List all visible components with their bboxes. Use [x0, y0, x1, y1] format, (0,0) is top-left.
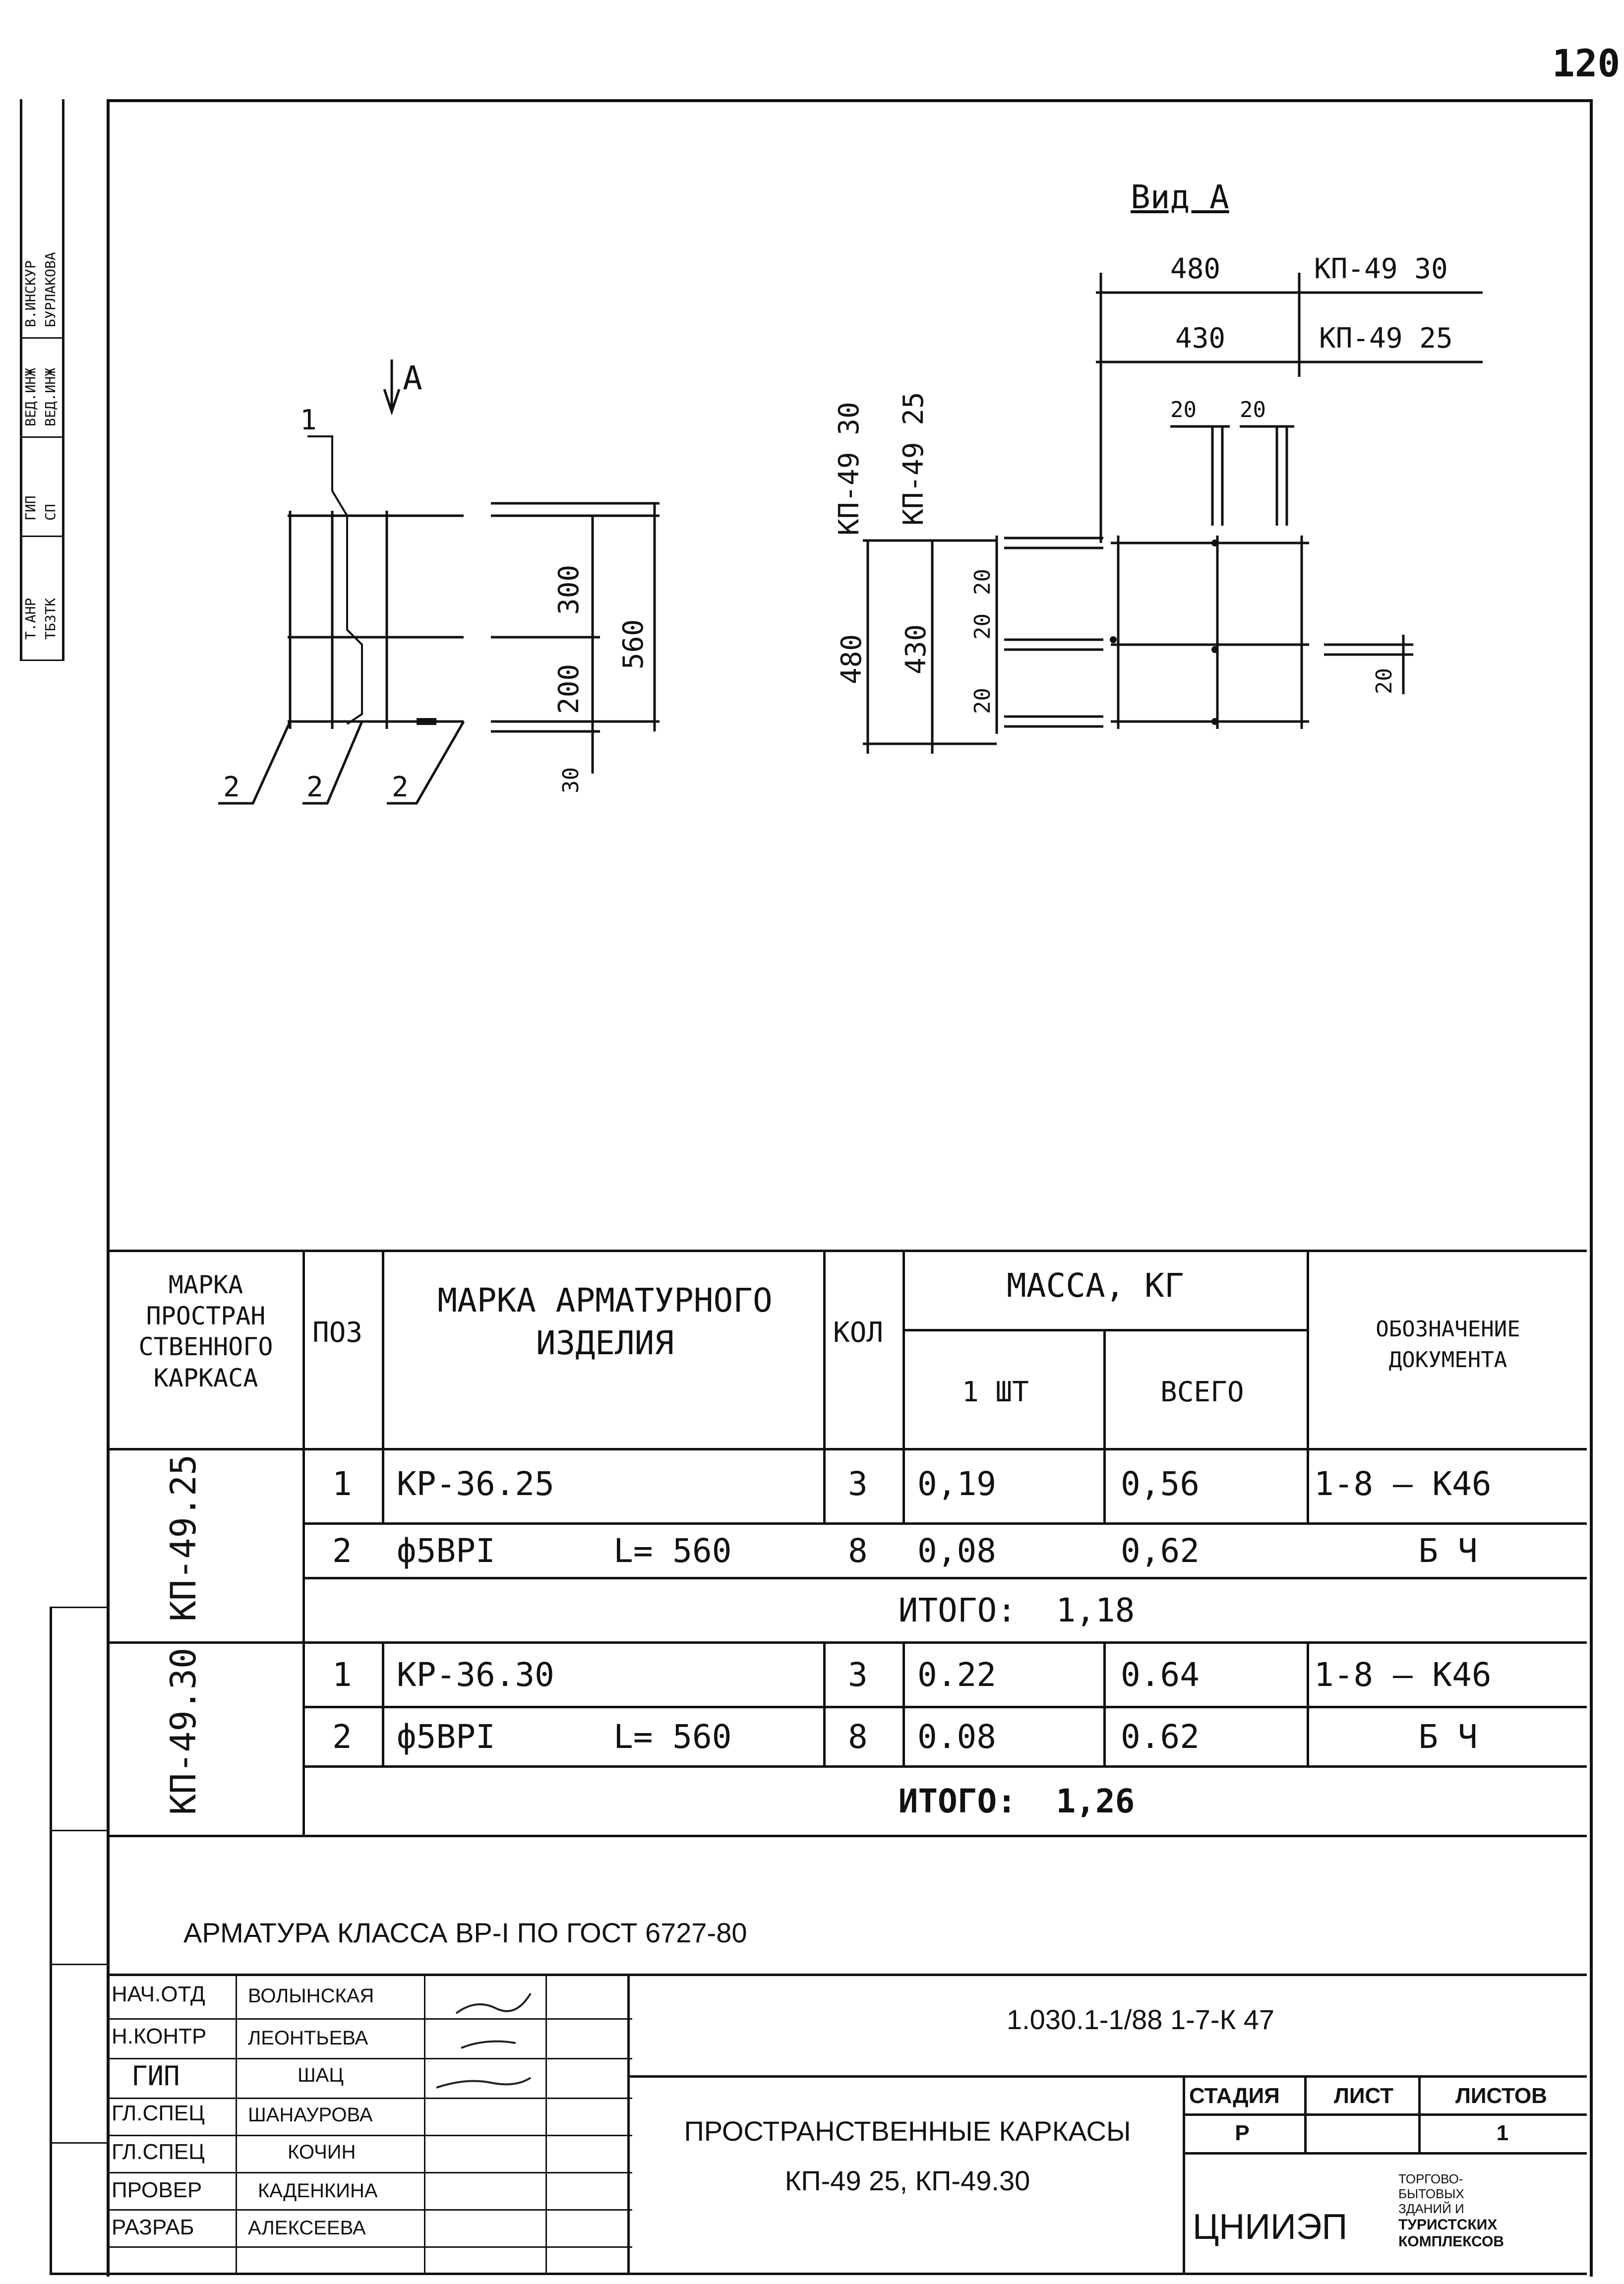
dimension-label: 20	[1170, 397, 1197, 422]
cell-mass-one: 0.08	[917, 1718, 996, 1756]
role-label: ГИП	[131, 2060, 180, 2092]
title-line-2: КП-49 25, КП-49.30	[784, 2165, 1030, 2196]
table-line	[382, 1641, 384, 1765]
cell-item: КР-36.30	[397, 1656, 554, 1694]
title-block-line	[236, 1974, 237, 2273]
organization-subtitle	[1398, 2172, 1504, 2251]
title-block-line	[107, 2246, 632, 2248]
mark-label: КП-49 25	[898, 392, 930, 526]
cell-mass-one: 0.22	[917, 1656, 996, 1694]
side-stamp-text: ТБЗТК	[42, 598, 59, 640]
title-block-line	[627, 1974, 630, 2273]
table-line	[1103, 1641, 1106, 1765]
role-name: КАДЕНКИНА	[258, 2180, 378, 2202]
dimension-label: 430	[900, 624, 932, 674]
sheet-number: 120	[1552, 41, 1621, 85]
position-label: 2	[306, 771, 323, 803]
header-mark-space: МАРКА ПРОСТРАН СТВЕННОГО КАРКАСА	[138, 1270, 273, 1392]
table-line	[107, 1835, 1587, 1837]
binding-strip-line	[50, 2142, 107, 2144]
table-line	[107, 1641, 1587, 1644]
role-label: Н.КОНТР	[112, 2024, 207, 2048]
table-line	[1307, 1250, 1309, 1522]
title-block-line	[107, 2209, 632, 2211]
cell-pos: 1	[332, 1465, 352, 1503]
title-block-line	[424, 1974, 425, 2273]
rebar-class-note: АРМАТУРА КЛАССА ВР-I ПО ГОСТ 6727-80	[183, 1917, 747, 1948]
dimension-label: 480	[1170, 253, 1221, 285]
position-label: 1	[300, 404, 317, 436]
table-line	[305, 1706, 1587, 1708]
dimension-label: 200	[553, 663, 585, 714]
side-stamp-text: ВЕД.ИНЖ	[22, 367, 39, 426]
header-mark-rebar: МАРКА АРМАТУРНОГО ИЗДЕЛИЯ	[437, 1281, 773, 1362]
title-block-line	[1183, 2075, 1185, 2273]
cell-doc: Б Ч	[1418, 1718, 1478, 1756]
dimension-label: 300	[553, 564, 585, 615]
binding-strip-edge	[50, 1607, 52, 2274]
title-block-line	[107, 1974, 1587, 1976]
table-line	[1103, 1329, 1106, 1522]
org-sub-line: ТУРИСТСКИХ	[1398, 2216, 1498, 2233]
cell-item: КР-36.25	[397, 1465, 554, 1503]
cell-mass-one: 0,19	[917, 1465, 996, 1503]
side-stamp-text: В.ИНСКУР	[22, 260, 39, 327]
position-label: 2	[223, 771, 240, 803]
frame-bottom-line	[50, 2273, 1587, 2275]
cell-qty: 8	[848, 1718, 868, 1756]
role-label: ГЛ.СПЕЦ	[112, 2101, 205, 2125]
org-sub-line: БЫТОВЫХ	[1398, 2186, 1464, 2201]
group-mark: КП-49.30	[163, 1647, 204, 1815]
table-line	[302, 1250, 305, 1835]
table-line	[305, 1522, 1587, 1525]
dimension-label: 480	[836, 634, 868, 684]
table-line	[107, 1250, 1587, 1252]
mark-label: КП-49 30	[1314, 253, 1448, 285]
role-name: КОЧИН	[288, 2141, 356, 2163]
cell-pos: 2	[332, 1718, 352, 1756]
dimension-label: 20	[970, 569, 995, 595]
side-stamp-text: ГИП	[22, 495, 39, 521]
title-block-line	[107, 2135, 632, 2136]
cell-doc: 1-8 — К46	[1314, 1465, 1492, 1503]
sheets-value: 1	[1496, 2121, 1509, 2145]
table-line	[823, 1641, 826, 1765]
table-line	[382, 1250, 384, 1522]
document-code: 1.030.1-1/88 1-7-К 47	[1006, 2004, 1275, 2035]
org-sub-line: КОМПЛЕКСОВ	[1398, 2233, 1504, 2250]
cell-item: ф5ВРI L= 560	[397, 1718, 732, 1756]
title-block-line	[545, 1974, 547, 2273]
dimension-label: 30	[558, 767, 584, 793]
dimension-label: 20	[970, 613, 995, 640]
view-marker: А	[403, 359, 422, 397]
title-block-line	[107, 2058, 632, 2059]
table-line	[823, 1250, 826, 1522]
organization-name: ЦНИИЭП	[1193, 2207, 1348, 2247]
group-mark: КП-49.25	[163, 1454, 204, 1622]
cell-pos: 2	[332, 1532, 352, 1570]
title-block-line	[627, 2075, 1587, 2078]
role-name: ШАНАУРОВА	[248, 2104, 373, 2126]
org-sub-line: ТОРГОВО-	[1398, 2171, 1463, 2186]
dimension-label: 560	[617, 619, 650, 669]
view-title: Вид А	[1131, 178, 1229, 216]
header-mass-total: ВСЕГО	[1160, 1376, 1244, 1408]
cell-qty: 3	[848, 1656, 868, 1694]
dimension-label: 20	[1372, 668, 1397, 694]
role-name: ЛЕОНТЬЕВА	[248, 2027, 368, 2049]
table-line	[107, 1448, 1587, 1450]
role-name: ШАЦ	[298, 2064, 344, 2086]
dimension-label: 20	[970, 688, 995, 714]
header-mass-one: 1 ШТ	[962, 1376, 1029, 1408]
table-line	[305, 1765, 1587, 1768]
dimension-label: 430	[1175, 322, 1226, 355]
group-subtotal: ИТОГО: 1,26	[898, 1782, 1135, 1820]
title-block-line	[107, 2098, 632, 2099]
cell-mass-total: 0,56	[1121, 1465, 1200, 1503]
cell-qty: 3	[848, 1465, 868, 1503]
cell-item: ф5ВРI L= 560	[397, 1532, 732, 1570]
mark-label: КП-49 30	[833, 402, 865, 536]
cell-mass-total: 0,62	[1121, 1532, 1200, 1570]
cell-pos: 1	[332, 1656, 352, 1694]
mark-label: КП-49 25	[1319, 322, 1453, 355]
cell-mass-total: 0.62	[1121, 1718, 1200, 1756]
table-line	[902, 1641, 905, 1765]
side-stamp-text: ВЕД.ИНЖ	[42, 367, 59, 426]
stage-value: Р	[1235, 2121, 1250, 2145]
title-block-line	[1183, 2113, 1587, 2116]
cell-doc: 1-8 — К46	[1314, 1656, 1492, 1694]
table-line	[305, 1577, 1587, 1579]
group-subtotal: ИТОГО: 1,18	[898, 1591, 1135, 1629]
cell-mass-one: 0,08	[917, 1532, 996, 1570]
table-line	[1307, 1641, 1309, 1765]
side-stamp-text: СП	[42, 504, 59, 521]
sheet-label: ЛИСТ	[1334, 2084, 1394, 2108]
binding-strip-line	[50, 1830, 107, 1831]
position-label: 2	[392, 771, 409, 803]
title-block-line	[107, 2172, 632, 2173]
cell-qty: 8	[848, 1532, 868, 1570]
role-label: ПРОВЕР	[112, 2178, 202, 2202]
role-name: ВОЛЫНСКАЯ	[248, 1985, 374, 2007]
title-block-line	[107, 2018, 632, 2020]
stage-label: СТАДИЯ	[1189, 2084, 1280, 2108]
role-label: НАЧ.ОТД	[112, 1982, 205, 2006]
binding-strip-line	[50, 1964, 107, 1965]
header-doc: ОБОЗНАЧЕНИЕ ДОКУМЕНТА	[1376, 1317, 1520, 1373]
role-label: ГЛ.СПЕЦ	[112, 2140, 205, 2164]
org-sub-line: ЗДАНИЙ И	[1398, 2201, 1464, 2216]
cell-doc: Б Ч	[1418, 1532, 1478, 1570]
title-block-line	[1183, 2152, 1587, 2155]
header-pos: ПОЗ	[312, 1317, 363, 1349]
title-line-1: ПРОСТРАНСТВЕННЫЕ КАРКАСЫ	[684, 2115, 1131, 2147]
table-line	[905, 1329, 1309, 1331]
table-line	[902, 1250, 905, 1522]
role-name: АЛЕКСЕЕВА	[248, 2217, 366, 2239]
cell-mass-total: 0.64	[1121, 1656, 1200, 1694]
side-stamp-text: БУРЛАКОВА	[42, 252, 59, 327]
header-qty: КОЛ	[833, 1317, 884, 1349]
binding-strip-line	[50, 1607, 107, 1608]
role-label: РАЗРАБ	[112, 2215, 194, 2239]
header-mass: МАССА, КГ	[1007, 1266, 1184, 1305]
title-block-line	[1418, 2075, 1421, 2152]
side-stamp-text: Т.АНР	[22, 598, 39, 640]
title-block-line	[1304, 2075, 1307, 2152]
sheets-label: ЛИСТОВ	[1455, 2084, 1547, 2108]
dimension-label: 20	[1240, 397, 1266, 422]
